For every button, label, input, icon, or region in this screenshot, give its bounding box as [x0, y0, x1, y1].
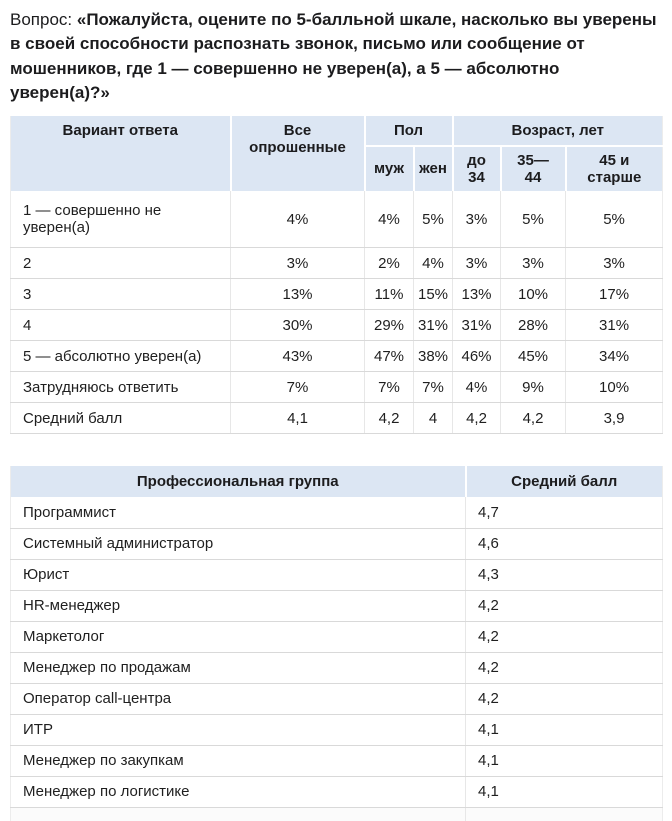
value-age-under-34: 31%	[453, 310, 501, 341]
table-row	[11, 528, 663, 559]
score-value: 4,1	[466, 745, 663, 776]
profession-label: Менеджер по закупкам	[11, 745, 466, 776]
col-group-age: Возраст, лет	[453, 116, 663, 146]
profession-label: ИТР	[11, 714, 466, 745]
value-male: 11%	[365, 279, 414, 310]
col-header-male: муж	[365, 146, 414, 191]
profession-label: Юрист	[11, 559, 466, 590]
score-value: 4,3	[466, 559, 663, 590]
value-all: 13%	[231, 279, 365, 310]
score-value: 4,7	[466, 497, 663, 528]
question-prefix: Вопрос:	[10, 10, 73, 29]
answer-option-label: 3	[11, 279, 231, 310]
table-row	[11, 279, 663, 310]
table-row	[11, 341, 663, 372]
value-female: 4%	[414, 248, 453, 279]
score-value: 4,1	[466, 776, 663, 807]
table-row	[11, 683, 663, 714]
value-female: 5%	[414, 191, 453, 248]
value-age-under-34: 46%	[453, 341, 501, 372]
value-age-under-34: 4%	[453, 372, 501, 403]
value-age-35-44: 9%	[501, 372, 566, 403]
profession-label: Менеджер по логистике	[11, 776, 466, 807]
answer-option-label: 2	[11, 248, 231, 279]
table-row	[11, 403, 663, 434]
value-all: 3%	[231, 248, 365, 279]
value-male: 47%	[365, 341, 414, 372]
profession-label	[11, 807, 466, 821]
value-age-35-44: 28%	[501, 310, 566, 341]
value-age-45-plus: 10%	[566, 372, 663, 403]
value-female: 31%	[414, 310, 453, 341]
value-age-45-plus: 17%	[566, 279, 663, 310]
value-female: 4	[414, 403, 453, 434]
answer-option-label: Затрудняюсь ответить	[11, 372, 231, 403]
value-all: 30%	[231, 310, 365, 341]
value-male: 7%	[365, 372, 414, 403]
value-all: 4%	[231, 191, 365, 248]
answer-option-label: 5 — абсолютно уверен(а)	[11, 341, 231, 372]
answer-option-label: 4	[11, 310, 231, 341]
col-header-all-respondents: Все опрошенные	[231, 116, 365, 191]
value-all: 7%	[231, 372, 365, 403]
age-under-34-label: до 34	[467, 151, 486, 186]
question-text	[0, 0, 672, 106]
table-row	[11, 776, 663, 807]
table-row	[11, 191, 663, 248]
value-age-under-34: 3%	[453, 191, 501, 248]
score-value	[466, 807, 663, 821]
value-female: 7%	[414, 372, 453, 403]
col-header-age-45-plus	[566, 146, 663, 191]
col-header-age-under-34	[453, 146, 501, 191]
value-male: 2%	[365, 248, 414, 279]
value-all: 43%	[231, 341, 365, 372]
value-age-under-34: 3%	[453, 248, 501, 279]
professions-table-header	[11, 466, 663, 497]
value-age-35-44: 10%	[501, 279, 566, 310]
answer-option-label: 1 — совершенно не уверен(а)	[11, 191, 231, 248]
table-row	[11, 372, 663, 403]
score-value: 4,2	[466, 590, 663, 621]
value-age-45-plus: 5%	[566, 191, 663, 248]
ratings-table-header	[11, 116, 663, 191]
value-age-45-plus: 3,9	[566, 403, 663, 434]
score-value: 4,2	[466, 652, 663, 683]
score-value: 4,6	[466, 528, 663, 559]
col-header-average-score: Средний балл	[466, 466, 663, 497]
value-age-45-plus: 34%	[566, 341, 663, 372]
value-age-35-44: 4,2	[501, 403, 566, 434]
col-header-female: жен	[414, 146, 453, 191]
profession-label: HR-менеджер	[11, 590, 466, 621]
score-value: 4,2	[466, 683, 663, 714]
value-female: 38%	[414, 341, 453, 372]
value-age-45-plus: 31%	[566, 310, 663, 341]
value-male: 29%	[365, 310, 414, 341]
table-row	[11, 559, 663, 590]
value-all: 4,1	[231, 403, 365, 434]
header-row	[11, 466, 663, 497]
col-header-age-35-44	[501, 146, 566, 191]
age-45-plus-label: 45 и старше	[587, 151, 642, 186]
table-row	[11, 714, 663, 745]
value-male: 4%	[365, 191, 414, 248]
value-female: 15%	[414, 279, 453, 310]
age-35-44-label: 35—44	[517, 151, 549, 186]
profession-label: Системный администратор	[11, 528, 466, 559]
value-age-under-34: 4,2	[453, 403, 501, 434]
score-value: 4,1	[466, 714, 663, 745]
table-row	[11, 590, 663, 621]
profession-label: Оператор call-центра	[11, 683, 466, 714]
value-male: 4,2	[365, 403, 414, 434]
table-row	[11, 248, 663, 279]
value-age-35-44: 5%	[501, 191, 566, 248]
score-value: 4,2	[466, 621, 663, 652]
table-row-cutoff	[11, 807, 663, 821]
value-age-45-plus: 3%	[566, 248, 663, 279]
col-header-answer-option: Вариант ответа	[11, 116, 231, 191]
value-age-35-44: 45%	[501, 341, 566, 372]
professions-table	[10, 466, 663, 821]
table-row	[11, 497, 663, 528]
col-header-profession-group: Профессиональная группа	[11, 466, 466, 497]
question-body: «Пожалуйста, оцените по 5-балльной шкале, насколько вы уверены в своей способности распознать звонок, письмо или сообщение от мошенников, где 1 — совершенно не уверен(а), а 5 — абсолютно уверен(а)?»	[10, 10, 657, 103]
table-row	[11, 745, 663, 776]
profession-label: Программист	[11, 497, 466, 528]
col-group-gender: Пол	[365, 116, 453, 146]
value-age-35-44: 3%	[501, 248, 566, 279]
table-row	[11, 310, 663, 341]
profession-label: Менеджер по продажам	[11, 652, 466, 683]
ratings-table	[10, 116, 663, 435]
table-row	[11, 621, 663, 652]
table-row	[11, 652, 663, 683]
value-age-under-34: 13%	[453, 279, 501, 310]
header-row-groups	[11, 116, 663, 146]
profession-label: Маркетолог	[11, 621, 466, 652]
answer-option-label: Средний балл	[11, 403, 231, 434]
